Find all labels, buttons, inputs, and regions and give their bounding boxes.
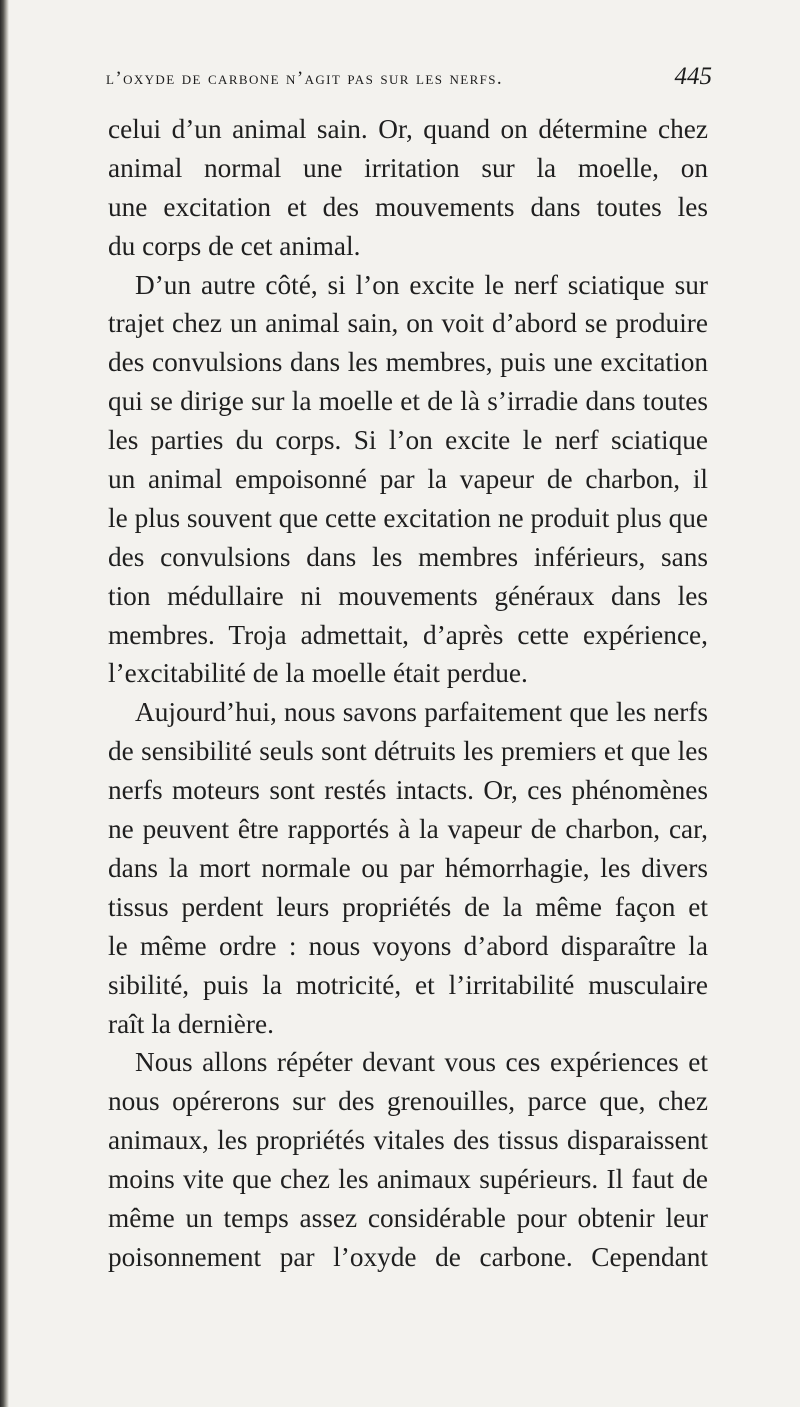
running-head xyxy=(106,62,712,102)
text-line: qui se dirige sur la moelle et de là s’irradie dans toutes xyxy=(108,386,708,417)
text-line: même un temps assez considérable pour obtenir leur xyxy=(108,1202,708,1233)
text-line: tissus perdent leurs propriétés de la même façon et xyxy=(108,891,708,922)
text-line: trajet chez un animal sain, on voit d’abord se produire xyxy=(108,308,708,339)
running-title: l’oxyde de carbone n’agit pas sur les nerfs. xyxy=(106,68,504,89)
text-line: sibilité, puis la motricité, et l’irritabilité musculaire xyxy=(108,969,708,1000)
text-line: poisonnement par l’oxyde de carbone. Cependant xyxy=(108,1241,708,1272)
text-line: le même ordre : nous voyons d’abord disparaître la xyxy=(108,930,708,961)
body-text xyxy=(108,110,708,1277)
text-line: le plus souvent que cette excitation ne produit plus que xyxy=(108,502,708,533)
text-line: membres. Troja admettait, d’après cette expérience, xyxy=(108,619,708,650)
text-line: Aujourd’hui, nous savons parfaitement que les nerfs xyxy=(135,697,708,728)
text-line: des convulsions dans les membres inférieurs, sans xyxy=(108,541,708,572)
text-line: celui d’un animal sain. Or, quand on détermine chez xyxy=(108,114,708,144)
text-line: les parties du corps. Si l’on excite le nerf sciatique xyxy=(108,425,708,456)
text-line: nerfs moteurs sont restés intacts. Or, ces phénomènes xyxy=(108,775,708,806)
text-line: D’un autre côté, si l’on excite le nerf sciatique sur xyxy=(135,269,708,300)
text-line: un animal empoisonné par la vapeur de charbon, il xyxy=(108,464,708,495)
text-line: de sensibilité seuls sont détruits les premiers et que les xyxy=(108,736,708,767)
text-line: raît la dernière. xyxy=(108,1008,274,1039)
text-line: dans la mort normale ou par hémorrhagie, les divers xyxy=(108,852,708,883)
text-line: animaux, les propriétés vitales des tissus disparaissent xyxy=(108,1125,708,1156)
text-line: moins vite que chez les animaux supérieurs. Il faut de xyxy=(108,1164,708,1195)
text-line: une excitation et des mouvements dans toutes les xyxy=(108,191,708,222)
text-line: ne peuvent être rapportés à la vapeur de charbon, car, xyxy=(108,814,708,845)
page-number: 445 xyxy=(674,63,712,90)
text-line: nous opérerons sur des grenouilles, parce que, chez xyxy=(108,1086,708,1117)
text-line: tion médullaire ni mouvements généraux dans les xyxy=(108,580,708,611)
text-line: Nous allons répéter devant vous ces expériences et xyxy=(135,1047,708,1078)
text-line: animal normal une irritation sur la moelle, on xyxy=(108,152,708,183)
text-line: du corps de cet animal. xyxy=(108,230,361,261)
text-line: des convulsions dans les membres, puis une excitation xyxy=(108,347,708,378)
text-line: l’excitabilité de la moelle était perdue. xyxy=(108,658,528,689)
